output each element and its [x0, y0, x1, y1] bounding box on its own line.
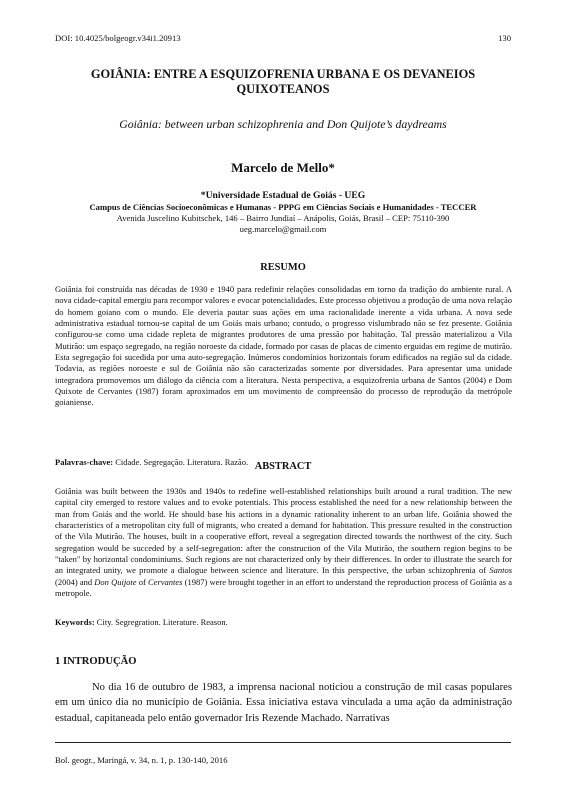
keywords-pt: Cidade. Segregação. Literatura. Razão.: [115, 457, 249, 467]
doi-text[interactable]: DOI: 10.4025/bolgeogr.v34i1.20913: [55, 33, 181, 43]
keywords-en: City. Segregration. Literature. Reason.: [96, 617, 228, 627]
abstract-ref-cervantes: Cervantes: [148, 576, 183, 587]
keywords-label-en: Keywords:: [55, 617, 95, 627]
abstract-text-d: (1987) were brought together in an effort to understand the reproduction process of Goiânia as a metropole.: [55, 576, 512, 599]
abstract-ref-quijote: Don Quijote: [94, 576, 137, 587]
abstract-text-b: (2004) and: [55, 576, 95, 587]
affiliation-block: [20, 190, 546, 236]
keywords-label-pt: Palavras-chave:: [55, 457, 114, 467]
abstract-keywords: [55, 617, 512, 627]
intro-paragraph: No dia 16 de outubro de 1983, a imprensa nacional noticiou a construção de mil casas populares em um único dia no município de Goiânia. Essa iniciativa estava vinculada a uma ação da administração estadual, capitaneada pelo então governador Iris Rezende Machado. Narrativas: [55, 682, 512, 724]
english-title: Goiânia: between urban schizophrenia and Don Quijote’s daydreams: [119, 117, 447, 131]
abstract-ref-santos: Santos: [489, 565, 512, 576]
running-header: [55, 33, 511, 43]
campus: Campus de Ciências Socioeconômicas e Humanas - PPPG em Ciências Sociais e Humanidades - TECCER: [89, 202, 477, 212]
abstract-text-a: Goiânia was built between the 1930s and 1940s to redefine well-established relationships built around a rural tradition. The new capital city emerged to restore values and to evoke potentials. This process established the need for a new relationship between the man from Goiás and the world. He should base his actions in a dynamic rationality inherent to an urban life. Goiânia showed the characteristics of a metropolitan city full of migrants, who created a demand for habitation. This pressure resulted in the construction of the Vila Mutirão. The houses, built in a cooperative effort, reveal a segregation directed towards the northwest of the city. Such segregation would be succeded by a self-segregation: after the construction of the Vila Mutirão, the southern region begins to be "taken" by horizontal condominiums. Such regions are not characterized only by their differences. In order to illustrate the search for an integrated unity, we promote a dialogue between science and literature. In this perspective, the urban schizophrenia of: [55, 486, 512, 576]
institution: *Universidade Estadual de Goiás - UEG: [200, 190, 366, 201]
abstract-text-c: of: [136, 576, 148, 587]
title-line-1: GOIÂNIA: ENTRE A ESQUIZOFRENIA URBANA E OS DEVANEIOS: [90, 67, 476, 81]
title-line-2: QUIXOTEANOS: [236, 82, 330, 96]
abstract-heading: ABSTRACT: [254, 461, 312, 472]
resumo-text: Goiânia foi construída nas décadas de 1930 e 1940 para redefinir relações consolidadas em torno da tradição do ambiente rural. A nova cidade-capital emergiu para recompor valores e evocar potencialidades. Este processo objetivou a produção de uma nova relação do homem goiano com o mundo. Ele deveria pautar suas ações em uma racionalidade inerente a vida urbana. A nova sede administrativa estadual tornou-se capital de um Goiás mais urbano; contudo, o progresso vislumbrado não se fez presente. Goiânia configurou-se como uma cidade repleta de migrantes produtores de uma pressão por habitação. Tal pressão materializou a Vila Mutirão: um espaço segregado, na região noroeste da cidade, formado por casas de placas de cimento erguidas em regime de mutirão. Esta segregação foi sucedida por uma auto-segregação. Inúmeros condomínios horizontais foram edificados na região sul da cidade. Todavia, as regiões noroeste e sul de Goiânia não são caracterizadas somente por diversidades. Para apresentar uma unidade integradora promovemos um diálogo da ciência com a literatura. Nesta perspectiva, a esquizofrenia urbana de Santos (2004) e Dom Quixote de Cervantes (1987) foram aproximados em um movimento de compreensão do processo de reprodução da metrópole goianiense.: [55, 284, 512, 408]
author-name: Marcelo de Mello*: [231, 160, 335, 175]
resumo-heading: RESUMO: [260, 262, 306, 273]
abstract-text: [55, 486, 512, 599]
section-heading-introducao: 1 INTRODUÇÃO: [55, 656, 137, 667]
footer-rule: [55, 742, 511, 743]
footer-citation: Bol. geogr., Maringá, v. 34, n. 1, p. 130-140, 2016: [55, 755, 228, 765]
article-title: [40, 67, 526, 97]
address: Avenida Juscelino Kubitschek, 146 – Bairro Jundiaí – Anápolis, Goiás, Brasil – CEP: 75110-390: [116, 213, 450, 224]
author-email[interactable]: ueg.marcelo@gmail.com: [239, 224, 327, 235]
page-number: 130: [498, 33, 511, 43]
